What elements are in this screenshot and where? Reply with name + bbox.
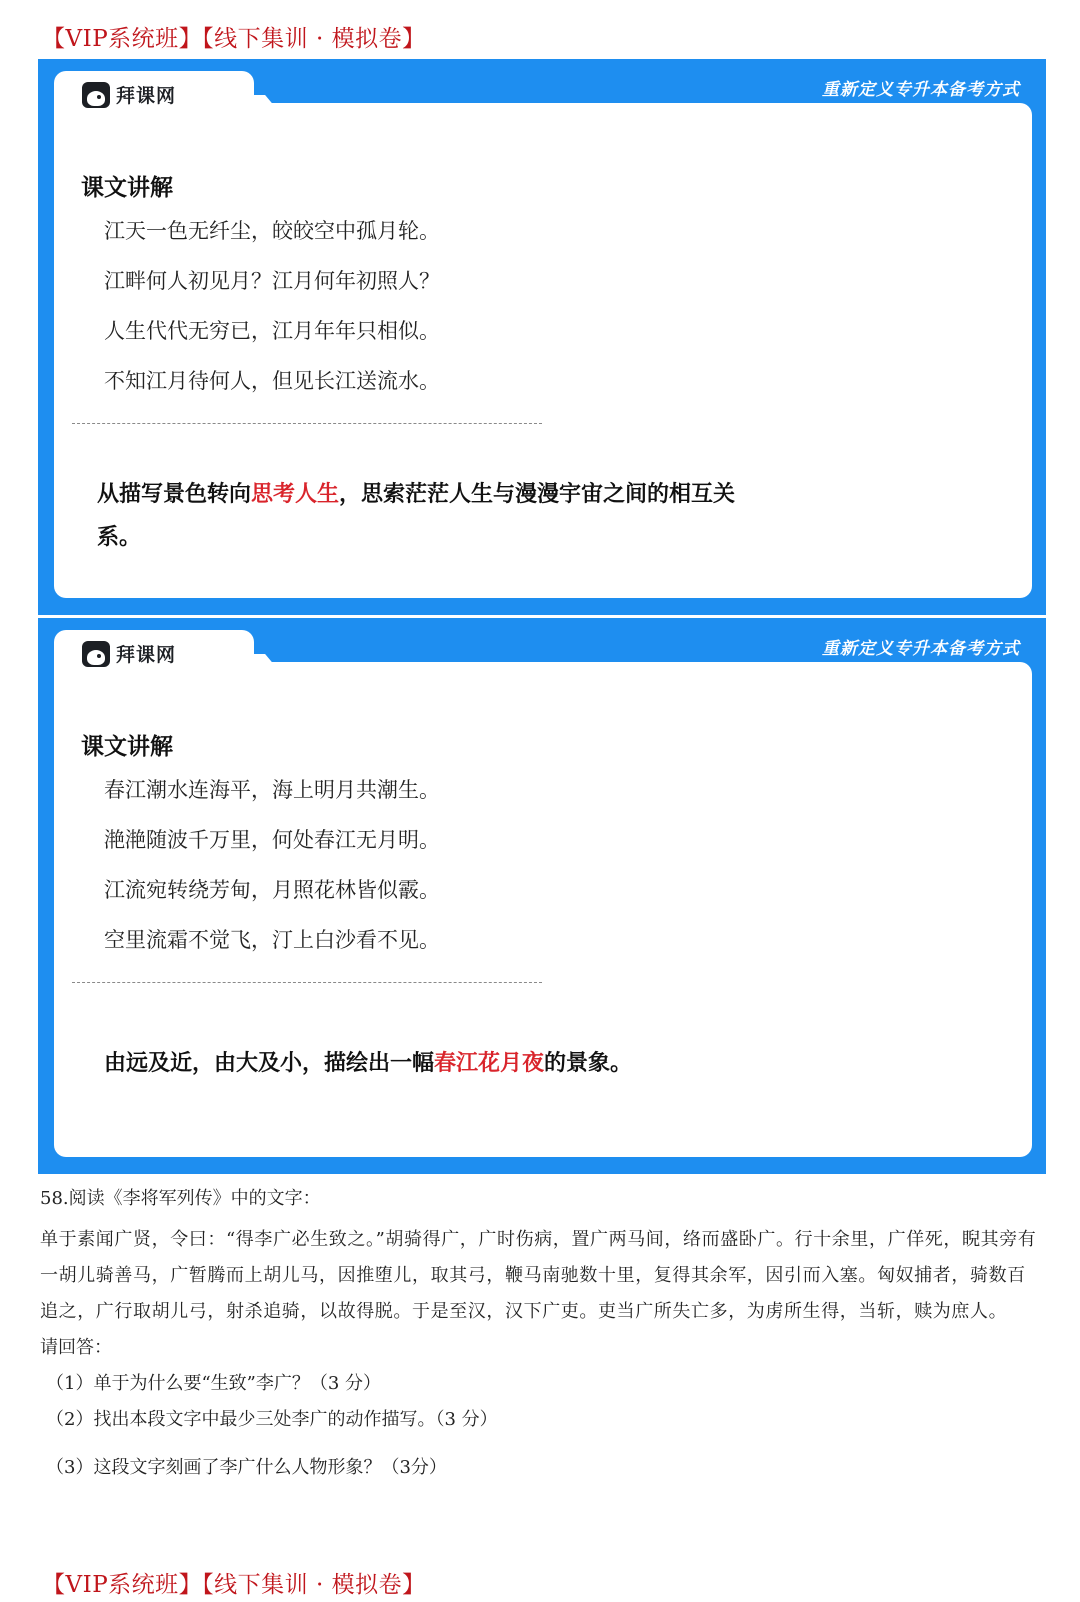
section-title: 课文讲解 (81, 175, 173, 201)
analysis-highlight: 春江花月夜 (434, 1051, 545, 1076)
question-item: （2）找出本段文字中最少三处李广的动作描写。（3 分） (46, 1409, 498, 1430)
poem-lines (104, 772, 440, 972)
logo-text: 拜课网 (116, 644, 177, 666)
poem-line: 春江潮水连海平，海上明月共潮生。 (104, 778, 440, 802)
analysis-after: 的景象。 (544, 1051, 633, 1076)
slide-card (54, 103, 1032, 598)
poem-line: 江天一色无纤尘，皎皎空中孤月轮。 (104, 219, 440, 243)
analysis-before: 由远及近，由大及小，描绘出一幅 (104, 1051, 435, 1076)
lecture-slide-2 (38, 618, 1046, 1174)
analysis-text (104, 1042, 754, 1085)
penguin-logo-icon (82, 641, 110, 667)
question-prompt: 请回答： (40, 1337, 112, 1358)
slide-slogan: 重新定义专升本备考方式 (822, 639, 1020, 659)
poem-lines (104, 213, 440, 413)
question-heading: 58.阅读《李将军列传》中的文字： (40, 1188, 321, 1209)
dashed-divider (72, 982, 542, 983)
lecture-slide-1 (38, 59, 1046, 615)
analysis-after: ，思索茫茫人生与漫漫宇宙之间的相互关系。 (97, 482, 736, 550)
poem-line: 空里流霜不觉飞，汀上白沙看不见。 (104, 928, 440, 952)
site-logo (82, 640, 176, 667)
poem-line: 人生代代无穷已，江月年年只相似。 (104, 319, 440, 343)
logo-text: 拜课网 (116, 85, 177, 107)
header-banner: 【VIP系统班】【线下集训 · 模拟卷】 (42, 26, 426, 52)
dashed-divider (72, 423, 542, 424)
question-item: （3）这段文字刻画了李广什么人物形象？（3分） (46, 1457, 447, 1478)
poem-line: 不知江月待何人，但见长江送流水。 (104, 369, 440, 393)
site-logo (82, 81, 176, 108)
section-title: 课文讲解 (81, 734, 173, 760)
question-item: （1）单于为什么要“生致”李广？（3 分） (46, 1373, 382, 1394)
penguin-logo-icon (82, 82, 110, 108)
reading-question (40, 1184, 1040, 1486)
question-passage: 单于素闻广贤，令曰：“得李广必生致之。”胡骑得广，广时伤病，置广两马间，络而盛卧广。行十余里，广佯死，睨其旁有一胡儿骑善马，广暂腾而上胡儿马，因推堕儿，取其弓，鞭马南驰数十里，复得其余军，因引而入塞。匈奴捕者，骑数百追之，广行取胡儿弓，射杀追骑，以故得脱。于是至汉，汉下广吏。吏当广所失亡多，为虏所生得，当斩，赎为庶人。 (40, 1229, 1037, 1322)
analysis-highlight: 思考人生 (251, 482, 340, 507)
poem-line: 江流宛转绕芳甸，月照花林皆似霰。 (104, 878, 440, 902)
footer-banner: 【VIP系统班】【线下集训 · 模拟卷】 (42, 1572, 426, 1598)
slide-card (54, 662, 1032, 1157)
poem-line: 江畔何人初见月？江月何年初照人？ (104, 269, 440, 293)
slide-slogan: 重新定义专升本备考方式 (822, 80, 1020, 100)
analysis-text (97, 473, 747, 559)
analysis-before: 从描写景色转向 (97, 482, 252, 507)
poem-line: 滟滟随波千万里，何处春江无月明。 (104, 828, 440, 852)
